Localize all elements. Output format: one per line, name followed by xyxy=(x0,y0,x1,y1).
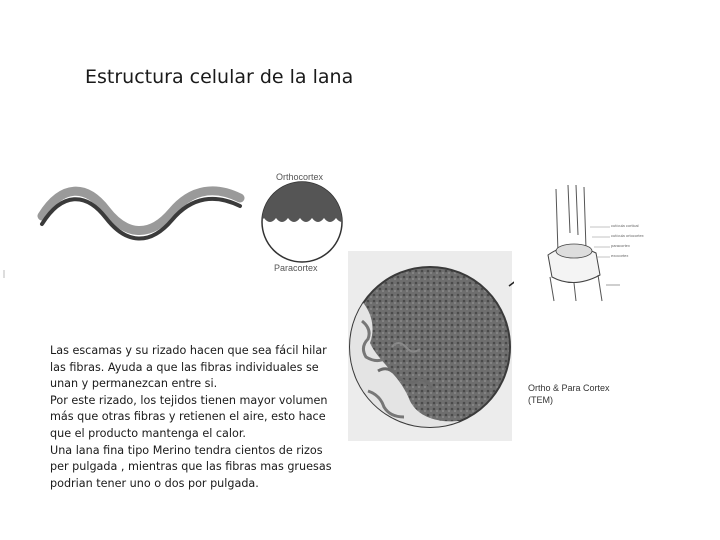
paragraph-2: Por este rizado, los tejidos tienen mayor volumen más que otras fibras y retienen el aire, esto hace que el producto mantenga el calor. xyxy=(50,393,328,440)
fiber-sketch-image xyxy=(514,183,666,307)
paragraph-3: Una lana fina tipo Merino tendra cientos de rizos per pulgada , mientras que las fibras mas gruesas podrian tener uno o dos por pulgada. xyxy=(50,443,332,490)
body-text xyxy=(50,343,340,492)
tem-caption xyxy=(528,382,610,406)
sketch-label-1: cutícula cortical xyxy=(611,223,639,228)
sketch-label-4: exocortex xyxy=(611,253,629,258)
paracortex-label: Paracortex xyxy=(274,263,318,273)
sketch-label-3: paracortex xyxy=(611,243,630,248)
crimp-wave-illustration xyxy=(36,176,246,244)
sketch-label-2: cutícula ortocortex xyxy=(611,233,644,238)
slide-title: Estructura celular de la lana xyxy=(85,66,354,88)
paragraph-1: Las escamas y su rizado hacen que sea fácil hilar las fibras. Ayuda a que las fibras individuales se unan y permanezcan entre si. xyxy=(50,344,327,391)
cortex-circle-icon xyxy=(258,166,348,276)
orthocortex-label: Orthocortex xyxy=(276,172,324,182)
edge-mark xyxy=(3,270,5,278)
fiber-structure-sketch xyxy=(514,183,666,312)
tem-micrograph-image xyxy=(348,251,512,441)
tem-caption-line2: (TEM) xyxy=(528,395,553,405)
tem-caption-line1: Ortho & Para Cortex xyxy=(528,383,610,393)
cortex-cross-section xyxy=(258,166,348,281)
